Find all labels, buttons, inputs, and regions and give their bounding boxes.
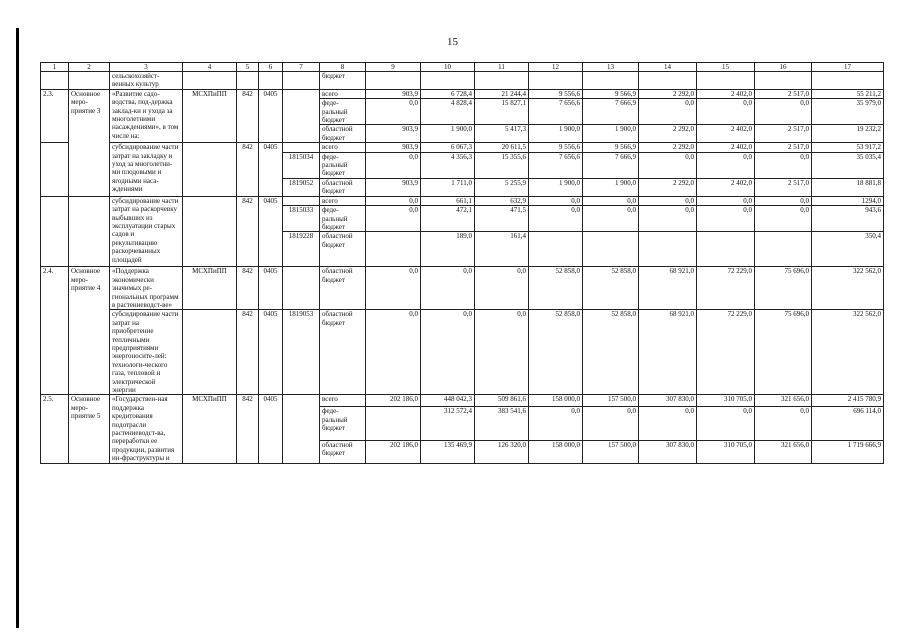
value-cell: 55 211,2 [812, 89, 884, 98]
budget-code: 1819053 [283, 310, 320, 395]
header-cell: 12 [529, 63, 583, 72]
value-cell: 0,0 [697, 206, 755, 232]
value-cell: 202 186,0 [366, 395, 421, 407]
value-cell: 0,0 [529, 196, 583, 205]
grbs-code: 842 [237, 395, 259, 463]
value-cell: 157 500,0 [583, 440, 639, 463]
value-cell: 661,1 [421, 196, 475, 205]
measure-name: субсидирование части затрат на приобретение тепличными предприятиями энергоносите-лей: технологи-ческого газа, тепловой и электрической энергии [110, 310, 183, 395]
value-cell: 0,0 [366, 99, 421, 125]
value-cell: 0,0 [421, 310, 475, 395]
value-cell: 2 292,0 [639, 125, 697, 143]
measure-type: Основное меро-приятие 3 [69, 89, 110, 196]
value-cell: 471,5 [475, 206, 529, 232]
value-cell: 68 921,0 [639, 310, 697, 395]
value-cell: 472,1 [421, 206, 475, 232]
header-cell: 7 [283, 63, 320, 72]
budget-code: 1815033 [283, 206, 320, 232]
value-cell [583, 232, 639, 267]
table-row [41, 143, 884, 152]
value-cell: 696 114,0 [812, 407, 884, 440]
value-cell: 322 562,0 [812, 267, 884, 310]
value-cell: 9 566,9 [583, 89, 639, 98]
funding-source: областной бюджет [320, 310, 366, 395]
value-cell: 2 292,0 [639, 178, 697, 196]
page-number: 15 [447, 36, 458, 48]
header-cell: 10 [421, 63, 475, 72]
funding-source: областной бюджет [320, 178, 366, 196]
value-cell: 157 500,0 [583, 395, 639, 407]
value-cell: 7 656,6 [529, 99, 583, 125]
value-cell: 0,0 [755, 196, 812, 205]
value-cell: 52 858,0 [583, 310, 639, 395]
value-cell: 5 255,9 [475, 178, 529, 196]
value-cell: 21 244,4 [475, 89, 529, 98]
funding-source: всего [320, 395, 366, 407]
funding-source: феде-ральный бюджет [320, 407, 366, 440]
value-cell: 0,0 [583, 407, 639, 440]
value-cell: 126 320,0 [475, 440, 529, 463]
value-cell: 0,0 [583, 206, 639, 232]
value-cell: 35 035,4 [812, 152, 884, 178]
value-cell: 1 719 666,9 [812, 440, 884, 463]
value-cell: 0,0 [755, 206, 812, 232]
value-cell: 1 900,0 [529, 178, 583, 196]
value-cell: 161,4 [475, 232, 529, 267]
value-cell: 0,0 [583, 196, 639, 205]
value-cell: 75 696,0 [755, 267, 812, 310]
value-cell: 7 666,9 [583, 152, 639, 178]
value-cell: 2 517,0 [755, 125, 812, 143]
value-cell: 7 666,9 [583, 99, 639, 125]
grbs-code: 842 [237, 310, 259, 395]
value-cell: 0,0 [639, 99, 697, 125]
grbs-code: 842 [237, 89, 259, 142]
funding-source: феде-ральный бюджет [320, 206, 366, 232]
header-cell: 17 [812, 63, 884, 72]
funding-source: бюджет [320, 72, 366, 90]
measure-type: Основное меро-приятие 4 [69, 267, 110, 395]
row-number: 2.3. [41, 89, 69, 142]
table-row [41, 72, 884, 90]
value-cell: 1 900,0 [529, 125, 583, 143]
value-cell: 0,0 [639, 196, 697, 205]
value-cell: 0,0 [755, 99, 812, 125]
value-cell: 1 900,0 [583, 178, 639, 196]
funding-source: всего [320, 143, 366, 152]
funding-source: областной бюджет [320, 232, 366, 267]
header-cell: 4 [183, 63, 237, 72]
header-cell: 16 [755, 63, 812, 72]
funding-source: всего [320, 89, 366, 98]
header-cell: 13 [583, 63, 639, 72]
value-cell: 135 469,9 [421, 440, 475, 463]
funding-source: областной бюджет [320, 125, 366, 143]
measure-name: «Государствен-ная поддержка кредитования подотрасли растениеводст-ва, переработки ее продукции, развития ин-фраструктуры и [110, 395, 183, 463]
value-cell: 0,0 [366, 152, 421, 178]
value-cell: 1294,0 [812, 196, 884, 205]
header-cell: 8 [320, 63, 366, 72]
value-cell: 321 656,0 [755, 440, 812, 463]
value-cell: 72 229,0 [697, 267, 755, 310]
measure-name: субсидирование части затрат на закладку и уход за многолетни-ми плодовыми и ягодными наса-ждениями [110, 143, 183, 196]
value-cell: 310 705,0 [697, 395, 755, 407]
value-cell: 0,0 [475, 267, 529, 310]
value-cell: 75 696,0 [755, 310, 812, 395]
value-cell: 307 830,0 [639, 440, 697, 463]
value-cell: 0,0 [697, 196, 755, 205]
value-cell: 158 000,0 [529, 440, 583, 463]
executor: МСХПиПП [183, 89, 237, 142]
value-cell: 1 900,0 [421, 125, 475, 143]
value-cell: 19 232,2 [812, 125, 884, 143]
value-cell [639, 232, 697, 267]
value-cell: 2 292,0 [639, 89, 697, 98]
rzpr-code: 0405 [259, 196, 283, 267]
value-cell: 35 979,0 [812, 99, 884, 125]
value-cell [529, 232, 583, 267]
value-cell: 2 517,0 [755, 89, 812, 98]
value-cell: 18 881,8 [812, 178, 884, 196]
value-cell: 52 858,0 [529, 267, 583, 310]
value-cell: 6 067,3 [421, 143, 475, 152]
budget-code: 1819052 [283, 178, 320, 196]
value-cell: 0,0 [529, 206, 583, 232]
value-cell: 383 541,6 [475, 407, 529, 440]
value-cell: 509 861,6 [475, 395, 529, 407]
rzpr-code: 0405 [259, 267, 283, 310]
value-cell: 312 572,4 [421, 407, 475, 440]
header-cell: 3 [110, 63, 183, 72]
value-cell: 4 828,4 [421, 99, 475, 125]
funding-source: областной бюджет [320, 440, 366, 463]
value-cell: 7 656,6 [529, 152, 583, 178]
grbs-code: 842 [237, 143, 259, 196]
measure-name: субсидирование части затрат на раскорчевку выбывших из эксплуатации старых садов и рекультивацию раскорчеванных площадей [110, 196, 183, 267]
measure-name: «Развитие садо-водства, под-держка заклад-ки и ухода за многолетними насаждениями», в том числе на: [110, 89, 183, 142]
value-cell: 0,0 [366, 267, 421, 310]
value-cell: 0,0 [366, 206, 421, 232]
budget-code [283, 267, 320, 310]
value-cell: 9 566,9 [583, 143, 639, 152]
value-cell: 0,0 [529, 407, 583, 440]
executor: МСХПиПП [183, 395, 237, 463]
table-row [41, 196, 884, 205]
value-cell: 321 656,0 [755, 395, 812, 407]
value-cell: 632,9 [475, 196, 529, 205]
value-cell: 903,9 [366, 178, 421, 196]
value-cell: 0,0 [366, 310, 421, 395]
value-cell: 2 517,0 [755, 143, 812, 152]
table-row [41, 89, 884, 98]
value-cell: 903,9 [366, 125, 421, 143]
table-row [41, 267, 884, 310]
budget-table [40, 62, 884, 464]
value-cell: 322 562,0 [812, 310, 884, 395]
value-cell: 1 711,0 [421, 178, 475, 196]
grbs-code: 842 [237, 267, 259, 310]
value-cell: 307 830,0 [639, 395, 697, 407]
value-cell: 53 917,2 [812, 143, 884, 152]
row-number: 2.5. [41, 395, 69, 463]
value-cell: 0,0 [697, 99, 755, 125]
value-cell: 202 186,0 [366, 440, 421, 463]
value-cell: 2 402,0 [697, 125, 755, 143]
value-cell: 189,0 [421, 232, 475, 267]
value-cell: 0,0 [639, 152, 697, 178]
value-cell: 52 858,0 [529, 310, 583, 395]
value-cell: 350,4 [812, 232, 884, 267]
header-cell: 15 [697, 63, 755, 72]
measure-name: сельскохозяйст-венных культур [110, 72, 183, 90]
measure-type: Основное меро-приятие 5 [69, 395, 110, 463]
budget-code: 1819228 [283, 232, 320, 267]
value-cell: 4 356,3 [421, 152, 475, 178]
executor: МСХПиПП [183, 267, 237, 310]
value-cell [366, 407, 421, 440]
value-cell: 0,0 [697, 152, 755, 178]
rzpr-code: 0405 [259, 395, 283, 463]
funding-source: феде-ральный бюджет [320, 152, 366, 178]
grbs-code: 842 [237, 196, 259, 267]
header-cell: 11 [475, 63, 529, 72]
value-cell: 68 921,0 [639, 267, 697, 310]
header-cell: 2 [69, 63, 110, 72]
header-cell: 9 [366, 63, 421, 72]
budget-code [283, 143, 320, 152]
row-number: 2.4. [41, 267, 69, 395]
value-cell [755, 232, 812, 267]
header-row [41, 63, 884, 72]
rzpr-code: 0405 [259, 143, 283, 196]
value-cell: 903,9 [366, 143, 421, 152]
value-cell: 0,0 [366, 196, 421, 205]
header-cell: 1 [41, 63, 69, 72]
header-cell: 5 [237, 63, 259, 72]
value-cell [697, 232, 755, 267]
value-cell: 0,0 [755, 407, 812, 440]
value-cell: 6 728,4 [421, 89, 475, 98]
value-cell: 310 705,0 [697, 440, 755, 463]
binder-line [16, 28, 19, 628]
value-cell: 20 611,5 [475, 143, 529, 152]
budget-code: 1815034 [283, 152, 320, 178]
value-cell: 448 042,3 [421, 395, 475, 407]
value-cell: 5 417,3 [475, 125, 529, 143]
value-cell: 158 000,0 [529, 395, 583, 407]
value-cell: 0,0 [421, 267, 475, 310]
value-cell: 52 858,0 [583, 267, 639, 310]
value-cell: 9 556,6 [529, 143, 583, 152]
value-cell: 2 292,0 [639, 143, 697, 152]
value-cell: 9 556,6 [529, 89, 583, 98]
value-cell: 1 900,0 [583, 125, 639, 143]
value-cell: 903,9 [366, 89, 421, 98]
value-cell: 15 827,1 [475, 99, 529, 125]
value-cell [366, 232, 421, 267]
value-cell: 2 402,0 [697, 89, 755, 98]
budget-code [283, 196, 320, 205]
value-cell: 15 355,6 [475, 152, 529, 178]
value-cell: 0,0 [755, 152, 812, 178]
funding-source: областной бюджет [320, 267, 366, 310]
measure-name: «Поддержка экономически значимых ре-гиональных программ в растениеводст-ве» [110, 267, 183, 310]
rzpr-code: 0405 [259, 89, 283, 142]
value-cell: 943,6 [812, 206, 884, 232]
header-cell: 14 [639, 63, 697, 72]
rzpr-code: 0405 [259, 310, 283, 395]
value-cell: 0,0 [639, 407, 697, 440]
value-cell: 0,0 [475, 310, 529, 395]
value-cell: 2 415 780,9 [812, 395, 884, 407]
table-row [41, 395, 884, 407]
value-cell: 2 402,0 [697, 178, 755, 196]
value-cell: 2 517,0 [755, 178, 812, 196]
funding-source: феде-ральный бюджет [320, 99, 366, 125]
header-cell: 6 [259, 63, 283, 72]
value-cell: 0,0 [639, 206, 697, 232]
value-cell: 0,0 [697, 407, 755, 440]
value-cell: 2 402,0 [697, 143, 755, 152]
funding-source: всего [320, 196, 366, 205]
table-row [41, 310, 884, 395]
value-cell: 72 229,0 [697, 310, 755, 395]
